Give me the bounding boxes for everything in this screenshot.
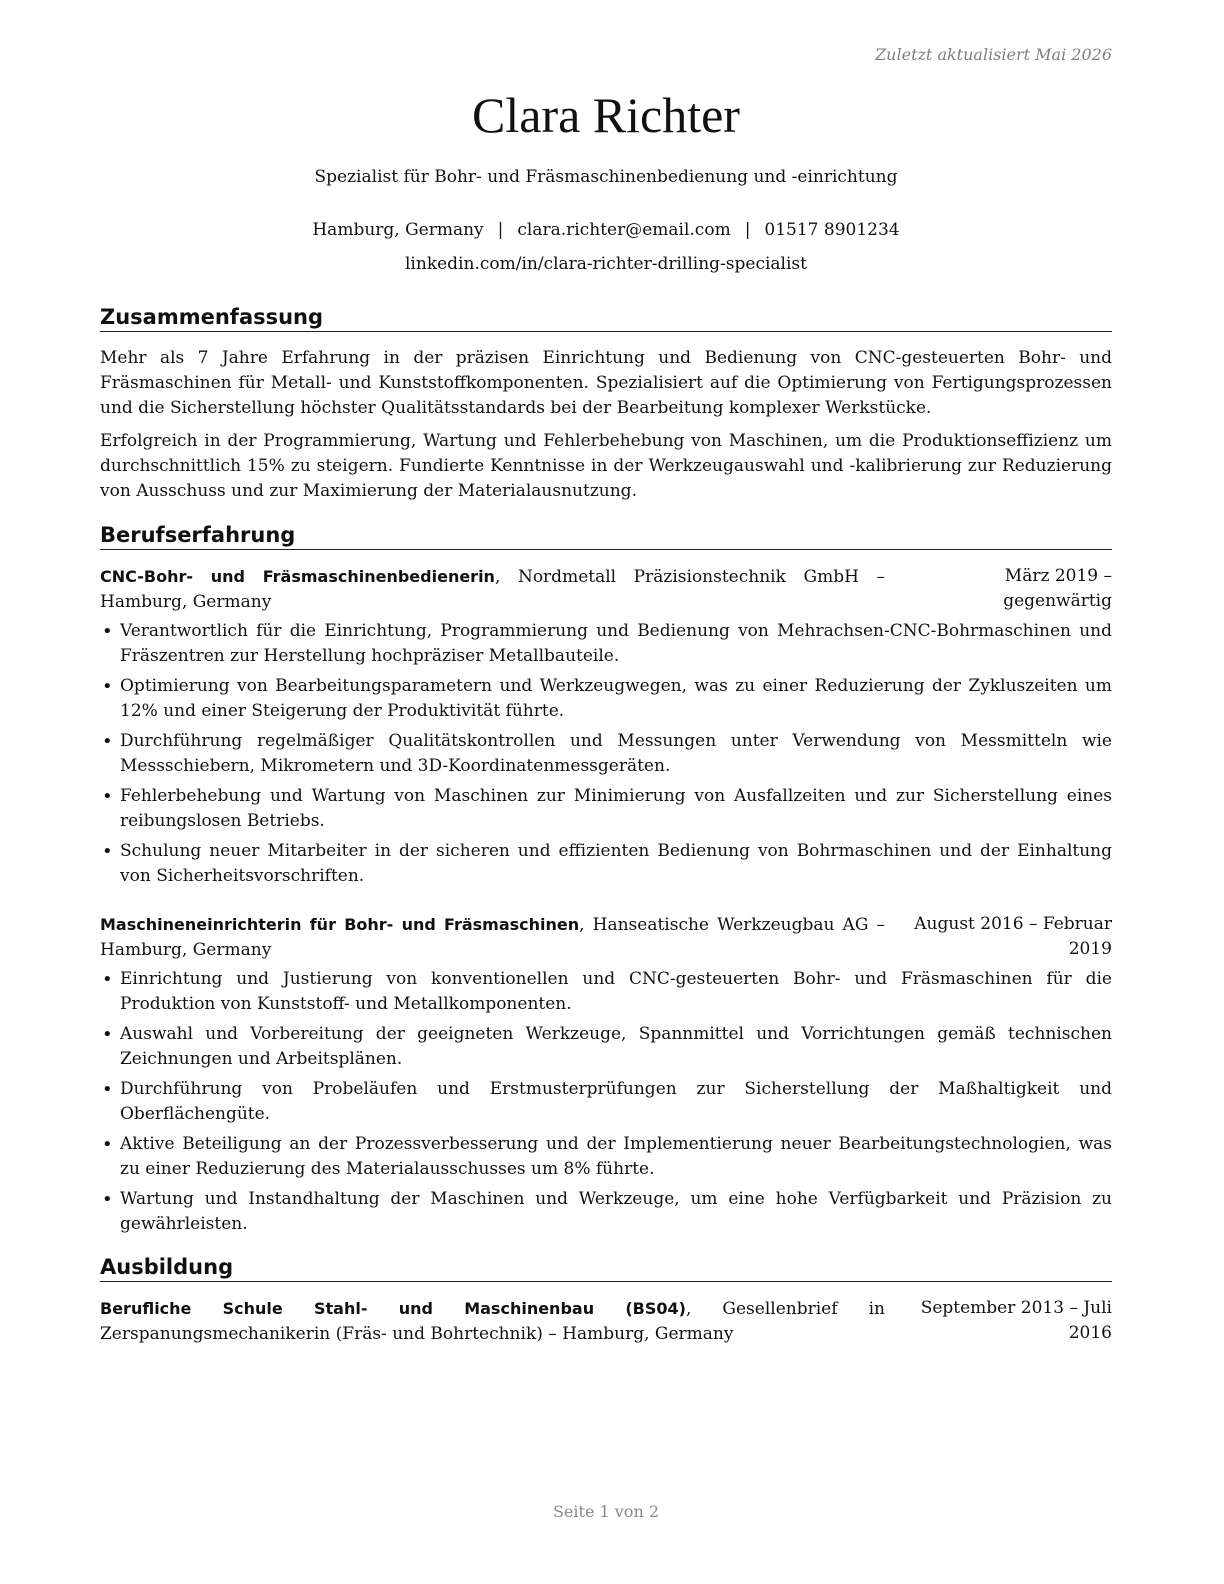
- summary-paragraph: Erfolgreich in der Programmierung, Wartung und Fehlerbehebung von Maschinen, um die Produktionseffizienz um durchschnittlich 15% zu steigern. Fundierte Kenntnisse in der Werkzeugauswahl und -kalibrierung zur Reduzierung von Ausschuss und zur Maximierung der Materialausnutzung.: [100, 431, 1112, 501]
- section-title: Ausbildung: [100, 1254, 1112, 1282]
- education-section: [100, 1254, 1112, 1347]
- separator: |: [744, 220, 751, 240]
- email-link[interactable]: clara.richter@email.com: [517, 220, 731, 240]
- resume-page: [100, 0, 1112, 1584]
- list-item: • Fehlerbehebung und Wartung von Maschinen zur Minimierung von Ausfallzeiten und zur Sicherstellung eines reibungslosen Betriebs.: [100, 784, 1112, 834]
- school-name: Berufliche Schule Stahl- und Maschinenbau (BS04): [100, 1299, 686, 1318]
- list-item: • Wartung und Instandhaltung der Maschinen und Werkzeuge, um eine hohe Verfügbarkeit und Präzision zu gewährleisten.: [100, 1187, 1112, 1237]
- list-item: • Aktive Beteiligung an der Prozessverbesserung und der Implementierung neuer Bearbeitungstechnologien, was zu einer Reduzierung des Materialausschusses um 8% führte.: [100, 1132, 1112, 1182]
- summary-section: [100, 304, 1112, 504]
- education-entry: [100, 1296, 1112, 1347]
- experience-section: [100, 522, 1112, 1242]
- job-header: [100, 564, 1112, 615]
- job-dates: März 2019 – gegenwärtig: [1003, 566, 1112, 611]
- job-title: Spezialist für Bohr- und Fräsmaschinenbedienung und -einrichtung: [314, 167, 898, 187]
- job-header: [100, 912, 1112, 963]
- job-company: , Nordmetall Präzisionstechnik GmbH – Hamburg, Germany: [100, 567, 885, 612]
- phone: 01517 8901234: [764, 220, 900, 240]
- summary-paragraph: Mehr als 7 Jahre Erfahrung in der präzisen Einrichtung und Bedienung von CNC-gesteuerten Bohr- und Fräsmaschinen für Metall- und Kunststoffkomponenten. Spezialisiert auf die Optimierung von Fertigungsprozessen und die Sicherstellung höchster Qualitätsstandards bei der Bearbeitung komplexer Werkstücke.: [100, 348, 1112, 418]
- list-item: • Verantwortlich für die Einrichtung, Programmierung und Bedienung von Mehrachsen-CNC-Bohrmaschinen und Fräszentren zur Herstellung hochpräziser Metallbauteile.: [100, 619, 1112, 669]
- job-role: Maschineneinrichterin für Bohr- und Fräsmaschinen: [100, 915, 580, 934]
- candidate-name: Clara Richter: [472, 87, 740, 143]
- separator: |: [497, 220, 504, 240]
- job-role: CNC-Bohr- und Fräsmaschinenbedienerin: [100, 567, 495, 586]
- list-item: • Durchführung von Probeläufen und Erstmusterprüfungen zur Sicherstellung der Maßhaltigkeit und Oberflächengüte.: [100, 1077, 1112, 1127]
- contact-line: [100, 220, 1112, 240]
- list-item: • Einrichtung und Justierung von konventionellen und CNC-gesteuerten Bohr- und Fräsmaschinen für die Produktion von Kunststoff- und Metallkomponenten.: [100, 967, 1112, 1017]
- list-item: • Optimierung von Bearbeitungsparametern und Werkzeugwegen, was zu einer Reduzierung der Zykluszeiten um 12% und einer Steigerung der Produktivität führte.: [100, 674, 1112, 724]
- degree: , Gesellenbrief in Zerspanungsmechanikerin (Fräs- und Bohrtechnik) – Hamburg, Germany: [100, 1299, 885, 1344]
- linkedin-link[interactable]: linkedin.com/in/clara-richter-drilling-specialist: [405, 254, 807, 274]
- last-updated: Zuletzt aktualisiert Mai 2026: [875, 45, 1112, 64]
- job-entry: [100, 912, 1112, 1237]
- job-entry: [100, 564, 1112, 889]
- education-dates: September 2013 – Juli 2016: [920, 1298, 1112, 1343]
- list-item: • Durchführung regelmäßiger Qualitätskontrollen und Messungen unter Verwendung von Messmitteln wie Messschiebern, Mikrometern und 3D-Koordinatenmessgeräten.: [100, 729, 1112, 779]
- list-item: • Schulung neuer Mitarbeiter in der sicheren und effizienten Bedienung von Bohrmaschinen und der Einhaltung von Sicherheitsvorschriften.: [100, 839, 1112, 889]
- job-dates: August 2016 – Februar 2019: [914, 914, 1112, 959]
- job-company: , Hanseatische Werkzeugbau AG – Hamburg, Germany: [100, 915, 885, 960]
- section-title: Zusammenfassung: [100, 304, 1112, 332]
- section-title: Berufserfahrung: [100, 522, 1112, 550]
- page-number: Seite 1 von 2: [552, 1502, 660, 1521]
- location: Hamburg, Germany: [312, 220, 484, 240]
- list-item: • Auswahl und Vorbereitung der geeigneten Werkzeuge, Spannmittel und Vorrichtungen gemäß technischen Zeichnungen und Arbeitsplänen.: [100, 1022, 1112, 1072]
- job-bullets: [100, 619, 1112, 889]
- job-bullets: [100, 967, 1112, 1237]
